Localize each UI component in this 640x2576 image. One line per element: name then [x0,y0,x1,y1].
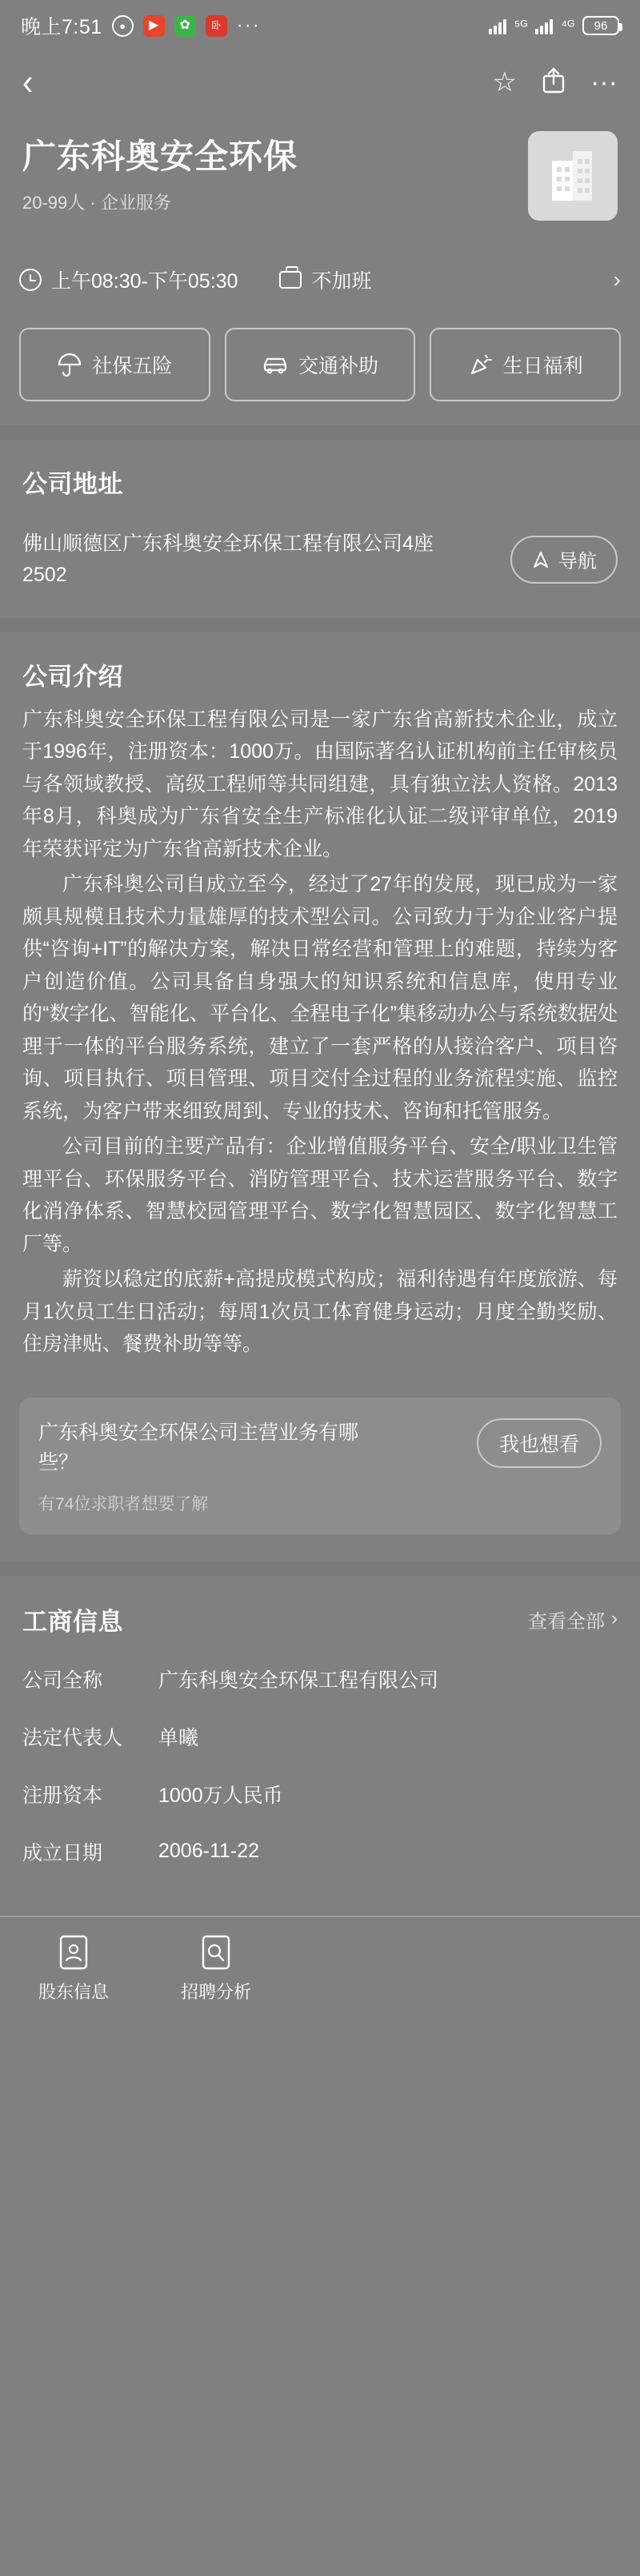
sim-one-icon: ⁵ᴳ [514,17,528,34]
address-section-header [0,440,640,508]
intro-paragraph: 广东科奥公司自成立至今，经过了27年的发展，现已成为一家颇具规模且技术力量雄厚的技术型公司。公司致力于为企业客户提供“咨询+IT”的解决方案，解决日常经营和管理上的难题，持续为客户创造价值。公司具备自身强大的知识系统和信息库，使用专业的“数字化、智能化、平台化、全程电子化”集移动办公与系统数据处理于一体的平台服务系统，建立了一套严格的从接洽客户、项目咨询、项目执行、项目管理、项目交付全过程的业务流程实施、监控系统，为客户带来细致周到、专业的技术、咨询和托管服务。 [22,873,618,1123]
address-text: 佛山顺德区广东科奥安全环保工程有限公司4座2502 [22,532,434,586]
navigation-actions [493,66,618,98]
share-icon[interactable] [541,66,566,98]
chevron-right-icon: › [611,1608,618,1629]
status-bar [0,0,640,51]
row-label: 成立日期 [22,1841,103,1864]
intro-paragraph: 薪资以稳定的底薪+高提成模式构成；福利待遇有年度旅游、每月1次员工生日活动；每周1次员工体育健身运动；月度全勤奖励、住房津贴、餐费补助等等。 [22,1268,618,1355]
chevron-right-icon[interactable]: › [613,267,621,292]
overtime-label: 不加班 [311,270,372,293]
view-all-label: 查看全部 [528,1610,605,1633]
business-info-header [0,1576,640,1642]
navigate-button[interactable] [510,536,618,584]
star-icon[interactable]: ☆ [492,67,518,98]
section-divider-3 [0,1561,640,1576]
navigation-bar [0,51,640,114]
question-text: 广东科奥安全环保公司主营业务有哪些？ [38,1421,359,1473]
company-subtitle: 20-99人 · 企业服务 [22,193,171,213]
section-divider-2 [0,618,640,632]
sim-two-icon: ⁴ᴳ [561,17,574,34]
status-bar-right [489,16,619,35]
status-time: 晚上7:51 [21,16,102,38]
table-row [22,1708,618,1765]
signal-icon-2 [535,17,553,34]
row-value: 单曦 [158,1726,199,1749]
row-value: 2006-11-22 [158,1840,260,1862]
question-subtext: 有74位求职者想要了解 [38,1494,209,1513]
car-icon [262,352,289,377]
battery-level: 96 [594,18,608,33]
tab-label: 招聘分析 [181,1982,252,2002]
tab-recruitment-analysis[interactable] [181,1934,251,2004]
address-title: 公司地址 [22,470,123,498]
briefcase-icon [279,271,302,289]
want-to-see-button[interactable]: 我也想看 [477,1418,602,1468]
row-value: 1000万人民币 [158,1784,283,1807]
question-card[interactable] [19,1398,621,1534]
company-logo [528,131,618,221]
navigate-arrow-icon [531,550,550,569]
battery-indicator [582,16,619,35]
more-dots-icon: ··· [236,14,261,36]
umbrella-icon [57,352,82,377]
benefit-chip-transport[interactable] [225,328,416,401]
row-value: 广东科奥安全环保工程有限公司 [158,1669,439,1692]
benefit-label: 生日福利 [502,355,583,377]
back-button[interactable]: ‹ [22,62,34,103]
company-header [0,114,640,241]
row-label: 法定代表人 [22,1726,123,1749]
company-header-text [22,131,298,214]
section-divider [0,425,640,440]
analysis-icon [200,1934,232,1971]
benefit-label: 交通补助 [298,355,379,377]
work-info-row[interactable] [19,246,621,313]
status-bar-left [21,11,261,40]
intro-paragraph: 公司目前的主要产品有：企业增值服务平台、安全/职业卫生管理平台、环保服务平台、消防管理平台、技术运营服务平台、数字化消净体系、智慧校园管理平台、数字化智慧园区、数字化智慧工厂等。 [22,1135,618,1255]
intro-section-header [0,632,640,700]
view-all-button[interactable] [528,1605,618,1633]
play-icon: ▶ [143,15,165,37]
navigate-button-label: 导航 [558,551,597,573]
benefit-chip-social-insurance[interactable] [19,328,210,401]
work-time-label: 上午08:30-下午05:30 [51,270,238,293]
table-row [22,1650,618,1708]
row-label: 公司全称 [22,1669,103,1692]
benefit-label: 社保五险 [92,355,173,377]
signal-icon [489,17,506,34]
app-green-icon: ✿ [174,15,196,37]
tab-shareholder-info[interactable] [38,1934,109,2004]
work-time-item [19,265,238,294]
intro-title: 公司介绍 [22,662,123,691]
party-popper-icon [468,352,494,377]
benefit-chip-birthday[interactable] [430,328,621,401]
clock-icon: ● [112,15,134,37]
shareholder-icon [58,1934,90,1971]
intro-body [0,700,640,1380]
question-card-text [38,1418,382,1515]
share-glyph [541,66,566,94]
benefit-chips [0,313,640,425]
business-info-title: 工商信息 [22,1607,123,1636]
table-row [22,1765,618,1823]
table-row [22,1823,618,1880]
row-label: 注册资本 [22,1784,103,1807]
more-options-icon[interactable]: ··· [590,67,618,98]
page-title: 广东科奥安全环保 [22,138,298,175]
tab-label: 股东信息 [38,1982,110,2002]
app-red-icon: 卧 [206,15,227,37]
intro-paragraph: 广东科奥安全环保工程有限公司是一家广东省高新技术企业，成立于1996年，注册资本：1000万。由国际著名认证机构前主任审核员与各领域教授、高级工程师等共同组建，具有独立法人资格。2013年8月，科奥成为广东省安全生产标准化认证二级评审单位，2019年荣获评定为广东省高新技术企业。 [22,708,618,860]
business-info-list [0,1642,640,1904]
building-logo-icon [547,148,598,204]
overtime-item [279,265,371,294]
clock-icon [19,269,42,291]
address-row [0,508,640,618]
bottom-tab-bar [0,1916,640,2021]
